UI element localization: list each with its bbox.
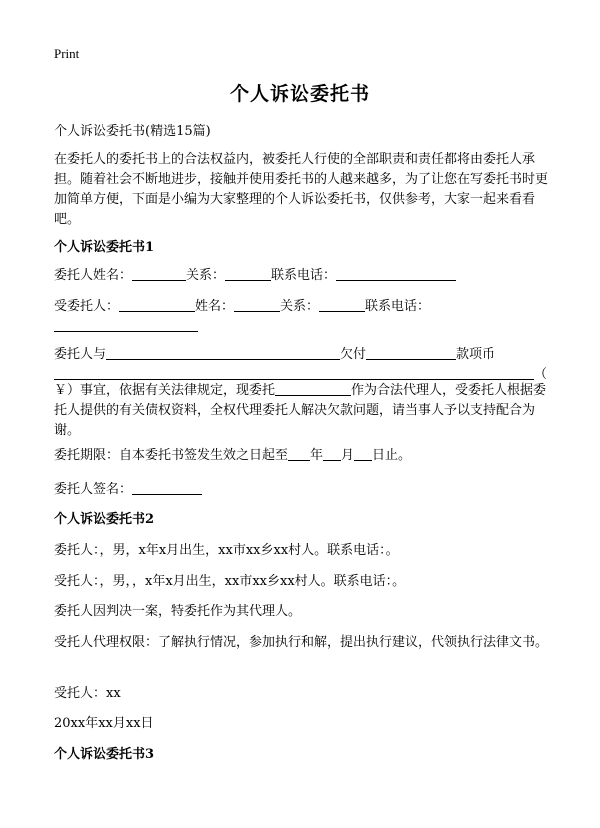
year-label: 年 [310,448,324,463]
debt-line [54,345,550,365]
agent-phone-blank [54,317,198,332]
term-label: 委托期限：自本委托书签发生效之日起至 [54,448,289,463]
principal-name-blank [132,266,186,281]
agent-phone-label: 联系电话： [365,299,431,314]
representative-blank [275,381,351,396]
agent-details-line: 受托人：，男，，x年x月出生，xx市xx乡xx村人。联系电话：。 [54,574,406,589]
agent-name-blank [234,297,280,312]
delegation-text-2: 作为合法代理人，受委托人根据委托人提供的有关债权资料，全权代理委托人解决欠款问题，请当事人予以支持配合为谢。 [54,383,547,438]
delegation-text-1: ￥）事宜，依据有关法律规定，现委托 [54,383,276,398]
principal-info-line [54,266,550,286]
term-line [54,446,550,466]
phone-blank [336,266,456,281]
section3-heading: 个人诉讼委托书3 [54,747,155,762]
authority-paragraph: 受托人代理权限：了解执行情况，参加执行和解，提出执行建议，代领执行法律文书。 [54,635,549,650]
agent-relation-label: 关系： [280,299,320,314]
owes-label: 欠付 [340,347,367,362]
with-label: 委托人与 [54,347,107,362]
principal-name-label: 委托人姓名： [54,268,133,283]
agent-signature-line: 受托人：xx [54,686,121,701]
payment-label: 款项币 [456,347,496,362]
section1-heading: 个人诉讼委托书1 [54,240,155,255]
year-blank [288,446,310,461]
month-blank [323,446,341,461]
day-label: 日止。 [372,448,412,463]
agent-name-label: 姓名： [195,299,235,314]
section2-heading: 个人诉讼委托书2 [54,512,155,527]
debtor-blank [106,345,340,360]
agent-relation-blank [319,297,365,312]
relation-blank [225,266,271,281]
principal-details-line: 委托人：，男，x年x月出生，xx市xx乡xx村人。联系电话：。 [54,543,399,558]
case-line: 委托人因判决一案，特委托作为其代理人。 [54,604,302,619]
signature-blank [132,480,202,495]
agent-blank [119,297,195,312]
agent-phone-line [54,317,550,337]
relation-label: 关系： [186,268,226,283]
print-label: Print [54,46,80,61]
day-blank [354,446,372,461]
amount-blank [366,345,456,360]
agent-label: 受委托人： [54,299,120,314]
phone-label: 联系电话： [271,268,337,283]
document-title: 个人诉讼委托书 [229,83,370,105]
signature-label: 委托人签名： [54,482,133,497]
intro-paragraph: 在委托人的委托书上的合法权益内，被委托人行使的全部职责和责任都将由委托人承担。随着社会不断地进步，接触并使用委托书的人越来越多，为了让您在写委托书时更加简单方便，下面是小编为大家整理的个人诉讼委托书，仅供参考，大家一起来看看吧。 [54,152,549,227]
paren-open: （ [534,367,548,382]
agent-info-line [54,297,550,317]
month-label: 月 [341,448,355,463]
date-line: 20xx年xx月xx日 [54,716,154,731]
currency-blank [54,365,534,380]
signature-line [54,480,550,500]
delegation-paragraph [54,381,550,441]
document-subtitle: 个人诉讼委托书(精选15篇) [54,124,211,139]
